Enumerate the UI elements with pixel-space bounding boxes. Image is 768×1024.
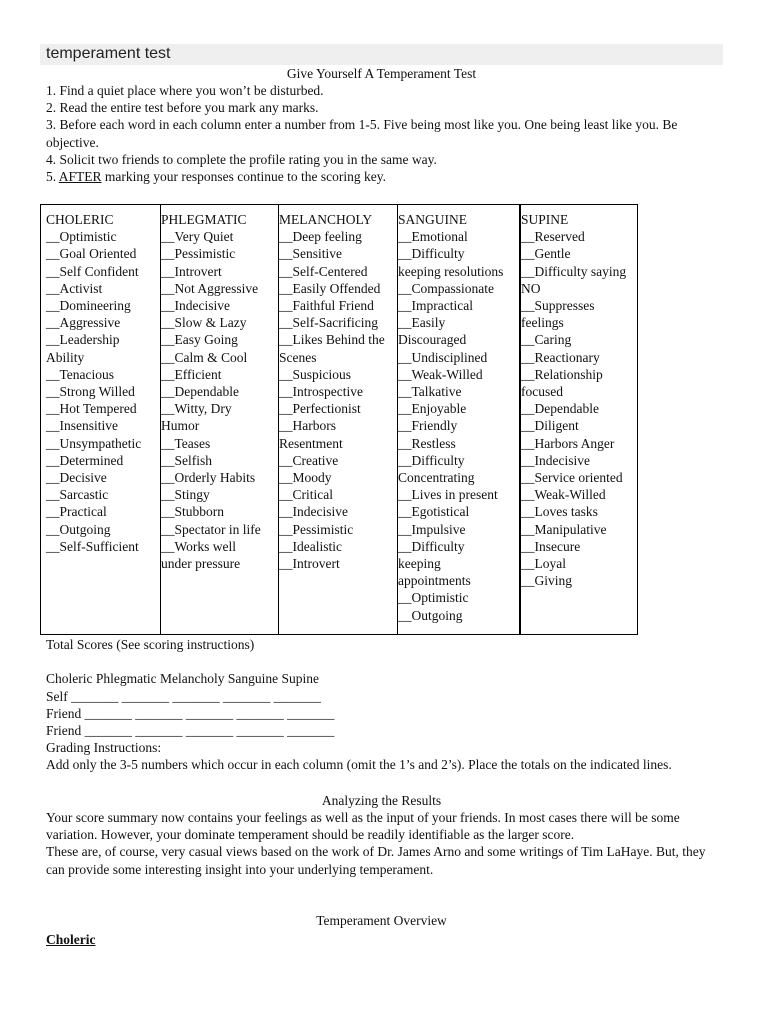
column-item: __Self-Sacrificing <box>279 315 378 331</box>
column-item: __Harbors Anger <box>521 435 615 451</box>
column-item: __Egotistical <box>398 504 470 520</box>
column-item: __Friendly <box>398 418 458 434</box>
column-item: __Weak-Willed <box>521 487 606 503</box>
column-item: __Activist <box>46 280 103 296</box>
column-item: __Decisive <box>46 470 107 486</box>
column-item: __Lives in present <box>398 487 498 503</box>
after-underlined: AFTER <box>58 169 102 185</box>
column-item: __Domineering <box>46 298 131 314</box>
instruction-1: 1. Find a quiet place where you won’t be disturbed. <box>46 83 324 98</box>
column-item: __Suspicious <box>279 366 352 382</box>
column-item: keeping resolutions <box>398 263 504 279</box>
score-row-friend-2: Friend _______ _______ _______ _______ _______ <box>46 723 335 738</box>
column-item: __Spectator in life <box>161 521 261 537</box>
column-item: __Moody <box>279 470 332 486</box>
column-melancholy <box>278 205 397 634</box>
column-header: SANGUINE <box>398 212 467 227</box>
column-item: __Indecisive <box>521 452 590 468</box>
column-item: __Reserved <box>521 229 585 245</box>
column-item: __Witty, Dry <box>161 401 232 417</box>
column-item: __Orderly Habits <box>161 470 256 486</box>
column-item: __Loyal <box>521 556 566 572</box>
column-item: __Creative <box>279 452 339 468</box>
column-supine <box>519 205 637 634</box>
column-item: __Selfish <box>161 452 213 468</box>
choleric-section-heading: Choleric <box>46 932 96 947</box>
column-item: __Perfectionist <box>279 401 361 417</box>
column-item: Concentrating <box>398 470 475 486</box>
column-item: __Loves tasks <box>521 504 598 520</box>
column-item: Scenes <box>279 349 317 365</box>
column-item: __Easily Offended <box>279 280 381 296</box>
instruction-5: 5. AFTER marking your responses continue to the scoring key. <box>46 169 386 185</box>
document-title-bar <box>40 44 723 65</box>
column-item: Discouraged <box>398 332 467 348</box>
temperament-table <box>40 204 638 635</box>
column-item: __Outgoing <box>398 607 463 623</box>
column-item: NO <box>521 280 541 296</box>
column-item: __Introspective <box>279 384 363 400</box>
column-item: __Talkative <box>398 384 462 400</box>
column-item: __Outgoing <box>46 521 111 537</box>
column-item: Resentment <box>279 435 343 451</box>
column-item: __Easily <box>398 315 446 331</box>
column-item: __Self Confident <box>46 263 139 279</box>
column-item: appointments <box>398 573 471 589</box>
column-item: __Works well <box>161 538 237 554</box>
overview-heading: Temperament Overview <box>316 913 447 928</box>
column-item: __Dependable <box>521 401 599 417</box>
column-item: __Sensitive <box>279 246 342 262</box>
instruction-3: 3. Before each word in each column enter a number from 1-5. Five being most like you. One being least like you. Be objective. <box>46 117 678 150</box>
grading-text: Add only the 3-5 numbers which occur in each column (omit the 1’s and 2’s). Place the totals on the indicated lines. <box>46 757 672 773</box>
column-item: __Teases <box>161 435 211 451</box>
column-item: __Gentle <box>521 246 571 262</box>
column-header: CHOLERIC <box>46 212 114 227</box>
column-item: __Leadership <box>46 332 120 348</box>
column-item: __Unsympathetic <box>46 435 142 451</box>
column-header: PHLEGMATIC <box>161 212 247 227</box>
column-item: __Dependable <box>161 384 239 400</box>
column-item: __Stubborn <box>161 504 225 520</box>
column-item: __Idealistic <box>279 538 342 554</box>
column-item: __Restless <box>398 435 456 451</box>
analysis-paragraph-1: Your score summary now contains your feelings as well as the input of your friends. In most cases there will be some variation. However, your dominate temperament should be readily identifiable as the larger score. <box>46 810 680 843</box>
document-title: temperament test <box>46 45 171 62</box>
column-item: __Pessimistic <box>279 521 354 537</box>
column-item: __Introvert <box>161 263 222 279</box>
column-item: __Difficulty <box>398 538 465 554</box>
column-item: __Diligent <box>521 418 579 434</box>
column-item: __Hot Tempered <box>46 401 137 417</box>
instruction-2: 2. Read the entire test before you mark any marks. <box>46 100 319 116</box>
column-item: __Optimistic <box>398 590 469 606</box>
column-item: __Tenacious <box>46 366 115 382</box>
column-item: __Service oriented <box>521 470 623 486</box>
column-item: focused <box>521 384 563 400</box>
column-item: __Caring <box>521 332 572 348</box>
column-item: __Indecisive <box>161 298 230 314</box>
scores-title: Total Scores (See scoring instructions) <box>46 637 255 652</box>
analysis-heading: Analyzing the Results <box>321 793 442 808</box>
column-item: __Optimistic <box>46 229 117 245</box>
column-item: __Pessimistic <box>161 246 236 262</box>
column-item: __Enjoyable <box>398 401 467 417</box>
column-item: __Insensitive <box>46 418 118 434</box>
column-item: __Weak-Willed <box>398 366 483 382</box>
column-choleric <box>41 205 160 634</box>
column-sanguine <box>397 205 519 634</box>
column-item: __Deep feeling <box>279 229 362 245</box>
column-item: __Suppresses <box>521 298 595 314</box>
column-item: keeping <box>398 556 441 572</box>
score-row-friend-1: Friend _______ _______ _______ _______ _______ <box>46 705 335 721</box>
column-item: feelings <box>521 315 564 331</box>
column-item: __Giving <box>521 573 573 589</box>
scores-header-row: Choleric Phlegmatic Melancholy Sanguine Supine <box>46 671 319 687</box>
instructions <box>46 82 720 185</box>
column-item: __Self-Sufficient <box>46 538 139 554</box>
score-row-self: Self _______ _______ _______ _______ _______ <box>46 688 321 704</box>
column-item: __Impractical <box>398 298 473 314</box>
column-item: __Introvert <box>279 556 340 572</box>
scores-section <box>46 636 720 774</box>
column-phlegmatic <box>160 205 278 634</box>
instruction-4: 4. Solicit two friends to complete the profile rating you in the same way. <box>46 151 437 167</box>
column-item: __Stingy <box>161 487 210 503</box>
column-item: __Harbors <box>279 418 336 434</box>
column-item: __Goal Oriented <box>46 246 137 262</box>
column-item: __Difficulty <box>398 452 465 468</box>
column-item: __Indecisive <box>279 504 348 520</box>
column-item: __Sarcastic <box>46 487 109 503</box>
column-item: under pressure <box>161 556 241 572</box>
column-item: __Practical <box>46 504 107 520</box>
column-item: Ability <box>46 349 85 365</box>
column-item: __Not Aggressive <box>161 280 259 296</box>
column-item: __Faithful Friend <box>279 298 374 314</box>
column-header: SUPINE <box>521 212 569 227</box>
column-item: __Impulsive <box>398 521 466 537</box>
column-item: __Easy Going <box>161 332 238 348</box>
column-item: __Relationship <box>521 366 603 382</box>
column-item: __Determined <box>46 452 124 468</box>
grading-title: Grading Instructions: <box>46 740 162 756</box>
column-item: __Aggressive <box>46 315 121 331</box>
column-item: __Self-Centered <box>279 263 368 279</box>
column-item: __Reactionary <box>521 349 600 365</box>
column-item: __Compassionate <box>398 280 494 296</box>
column-header: MELANCHOLY <box>279 212 373 227</box>
column-item: __Difficulty saying <box>521 263 627 279</box>
column-item: __Strong Willed <box>46 384 135 400</box>
column-item: __Emotional <box>398 229 468 245</box>
analysis-body <box>46 809 720 878</box>
test-heading: Give Yourself A Temperament Test <box>286 66 477 81</box>
column-item: __Efficient <box>161 366 222 382</box>
column-item: __Likes Behind the <box>279 332 385 348</box>
analysis-paragraph-2: These are, of course, very casual views based on the work of Dr. James Arno and some writings of Tim LaHaye. But, they can provide some interesting insight into your underlying temperament. <box>46 844 706 877</box>
column-item: __Calm & Cool <box>161 349 248 365</box>
column-item: __Undisciplined <box>398 349 488 365</box>
column-item: __Very Quiet <box>161 229 234 245</box>
column-item: __Slow & Lazy <box>161 315 247 331</box>
column-item: __Difficulty <box>398 246 465 262</box>
column-item: __Manipulative <box>521 521 607 537</box>
column-item: __Critical <box>279 487 333 503</box>
column-item: __Insecure <box>521 538 581 554</box>
column-item: Humor <box>161 418 200 434</box>
